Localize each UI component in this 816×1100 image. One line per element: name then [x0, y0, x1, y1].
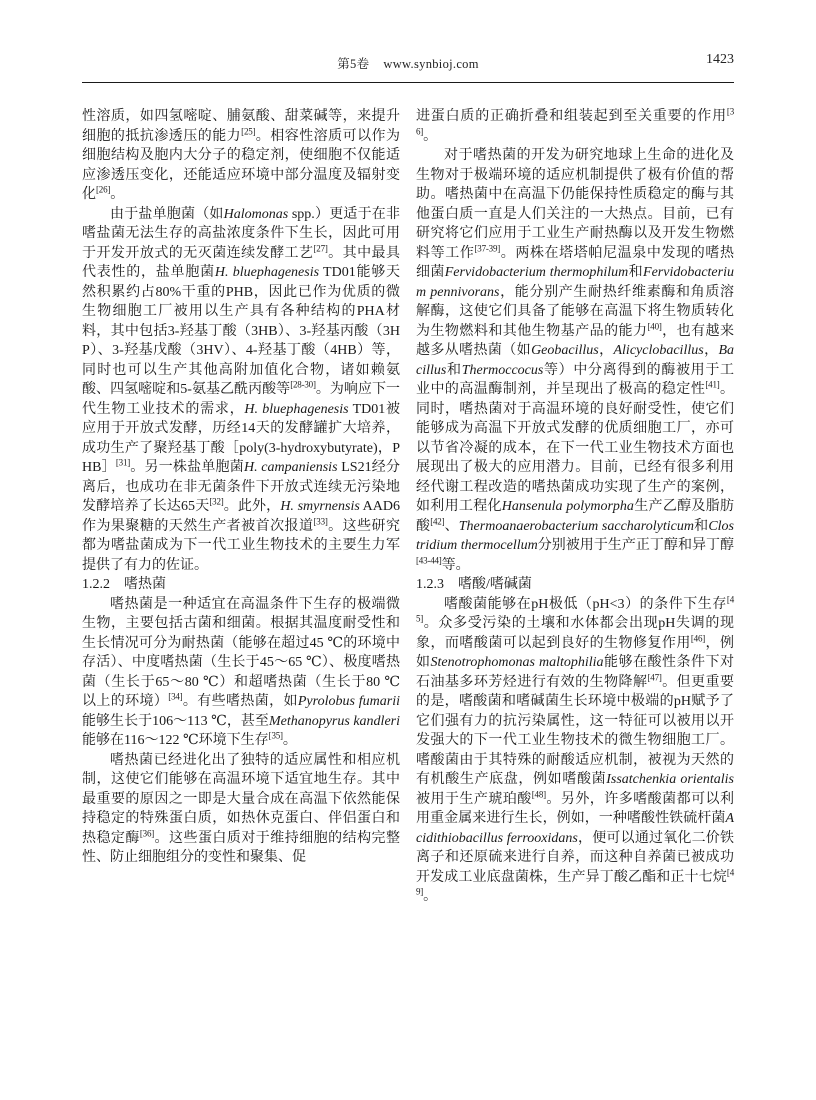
left-column	[82, 107, 400, 907]
header-divider	[82, 82, 734, 83]
text-run: 能够生长于106～113 ℃，甚至	[82, 713, 269, 729]
text-run: 。	[110, 187, 125, 202]
text-run: 被用于生产琥珀酸	[416, 791, 532, 807]
citation-ref: [35]	[268, 730, 283, 741]
text-run: TD01能够天然积累约占80%干重的PHB，因此已作为优质的微生物细胞工厂被用以生产具有各种结构的PHA材料，其中包括3-羟基丁酸（3HB）、3-羟基丙酸（3HP）、3-羟基戊酸（3HV）、4-羟基丁酸（4HB）等，同时也可以生产其他高附加值化合物，诸如赖氨酸、四氢嘧啶和5-氨基乙酰丙酸等	[82, 265, 400, 397]
text-run: 等。	[441, 557, 470, 573]
text-run: 由于盐单胞菌（如	[110, 206, 224, 222]
species-name: Stenotrophomonas maltophilia	[430, 655, 604, 670]
text-run: 。另一株盐单胞菌	[130, 460, 244, 475]
species-name: H. bluephagenesis	[244, 401, 349, 417]
paragraph	[82, 205, 400, 576]
text-run: 。另外，许多嗜酸菌都可以利用重金属来进行生长，例如，一种嗜酸性铁硫杆菌	[416, 791, 735, 826]
citation-ref: [47]	[647, 671, 662, 682]
text-run: 和	[446, 362, 462, 378]
text-run: 1.2.2 嗜热菌	[82, 577, 166, 592]
species-name: Fervidobacterium pennivorans	[416, 265, 734, 300]
paragraph	[82, 751, 400, 868]
species-name: Geobacillus	[531, 343, 599, 358]
text-run: 等）中分离得到的酶被用于工业中的高温酶制剂，并呈现出了极高的稳定性	[416, 362, 735, 397]
section-heading	[82, 575, 400, 595]
species-name: Bacillus	[416, 343, 735, 378]
text-run: 和	[693, 518, 709, 534]
journal-url: www.synbioj.com	[383, 57, 479, 71]
right-column	[416, 107, 734, 907]
text-run: 。有些嗜热菌，如	[182, 694, 298, 709]
text-run: 。	[423, 889, 438, 904]
citation-ref: [33]	[313, 515, 328, 526]
citation-ref: [28-30]	[290, 379, 316, 390]
text-run: 。两株在塔塔帕尼温泉中发现的嗜热细菌	[416, 245, 735, 280]
paragraph	[82, 595, 400, 751]
species-name: Halomonas	[223, 206, 289, 222]
citation-ref: [36]	[139, 827, 155, 838]
citation-ref: [34]	[168, 691, 183, 702]
citation-ref: [45]	[416, 593, 734, 624]
text-run: 1.2.3 嗜酸/嗜碱菌	[416, 577, 532, 592]
text-run: ，便可以通过氧化二价铁离子和还原硫来进行自养，而这种自养菌已被成功开发成工业底盘菌株，生产异丁酸乙酯和正十七烷	[416, 830, 735, 885]
header-center	[82, 54, 734, 72]
species-name: Pyrolobus fumarii	[297, 694, 401, 709]
citation-ref: [43-44]	[416, 554, 442, 565]
paper-page	[82, 0, 734, 907]
text-run: 。相容性溶质可以作为细胞结构及胞内大分子的稳定剂，使细胞不仅能适应渗透压变化，还能适应环境中部分温度及辐射变化	[82, 128, 401, 202]
citation-ref: [41]	[705, 379, 720, 390]
citation-ref: [36]	[416, 106, 734, 136]
citation-ref: [31]	[115, 457, 131, 468]
section-heading	[416, 575, 734, 595]
species-name: Hansenula polymorpha	[501, 499, 634, 514]
text-run: 进蛋白质的正确折叠和组装起到至关重要的作用	[416, 109, 727, 124]
text-run: TD01被应用于开放式发酵，历经14天的发酵罐扩大培养，成功生产了聚羟基丁酸［poly(3-hydroxybutyrate)，PHB］	[82, 401, 401, 475]
citation-ref: [48]	[531, 788, 546, 799]
citation-ref: [25]	[241, 125, 256, 136]
volume-label: 第5卷	[337, 57, 370, 71]
citation-ref: [26]	[96, 184, 111, 195]
article-body	[82, 107, 734, 907]
species-name: Fervidobacterium thermophilum	[444, 265, 629, 280]
citation-ref: [49]	[416, 866, 734, 897]
citation-ref: [42]	[430, 515, 445, 526]
paragraph	[82, 107, 400, 205]
text-run: ，能分别产生耐热纤维素酶和角质溶解酶，这使它们具备了能够在高温下将生物质转化为生物燃料和其他生物基产品的能力	[416, 284, 734, 339]
text-run: 嗜热菌已经进化出了独特的适应属性和相应机制，这使它们能够在高温环境下适宜地生存。其中最重要的原因之一即是大量合成在高温下依然能保持稳定的特殊蛋白质，如热休克蛋白、伴侣蛋白和热稳定酶	[82, 752, 400, 846]
text-run: 。其中最具代表性的，盐单胞菌	[82, 245, 401, 280]
text-run: 。众多受污染的土壤和水体都会出现pH失调的现象，而嗜酸菌可以起到良好的生物修复作用	[416, 616, 734, 651]
text-run: ，	[703, 343, 719, 358]
text-run: 能够在116～122 ℃环境下生存	[82, 733, 269, 748]
running-header	[82, 50, 734, 76]
text-run: 性溶质，如四氢嘧啶、脯氨酸、甜菜碱等，来提升细胞的抵抗渗透压的能力	[82, 109, 400, 144]
text-run: 生产乙醇及脂肪酸	[416, 499, 735, 534]
text-run: 嗜热菌是一种适宜在高温条件下生存的极端微生物，主要包括古菌和细菌。根据其温度耐受性和生长情况可分为耐热菌（能够在超过45 ℃的环境中存活）、中度嗜热菌（生长于45～65 ℃）、极度嗜热菌（生长于65～80 ℃）和超嗜热菌（生长于80 ℃以上的环境）	[82, 596, 400, 709]
paragraph	[416, 146, 734, 575]
citation-ref: [46]	[690, 632, 706, 643]
species-name: H. bluephagenesis	[214, 265, 320, 280]
species-name: Alicyclobacillus	[613, 343, 704, 358]
text-run: ，	[598, 343, 614, 358]
citation-ref: [27]	[313, 242, 328, 253]
text-run: 和	[628, 265, 644, 280]
citation-ref: [37-39]	[474, 242, 501, 253]
text-run: ，例如	[416, 635, 735, 670]
text-run: 、	[444, 518, 459, 534]
species-name: Thermoccocus	[461, 362, 544, 378]
citation-ref: [32]	[209, 496, 224, 507]
paragraph	[416, 107, 734, 146]
text-run: LS21经分离后，也成功在非无菌条件下开放式连续无污染地发酵培养了长达65天	[82, 460, 401, 514]
species-name: Methanopyrus kandleri	[268, 713, 400, 729]
species-name: H. campaniensis	[243, 460, 338, 475]
text-run: 分别被用于生产正丁醇和异丁醇	[537, 538, 734, 553]
text-run: 。同时，嗜热菌对于高温环境的良好耐受性，使它们能够成为高温下开放式发酵的优质细胞工厂，亦可以节省冷凝的成本，在下一代工业生物技术方面也展现出了极大的应用潜力。目前，已经有很多利用经代谢工程改造的嗜热菌成功实现了生产的案例，如利用工程化	[416, 382, 735, 514]
text-run: spp.）更适于在非嗜盐菌无法生存的高盐浓度条件下生长，因此可用于开发开放式的无灭菌连续发酵工艺	[82, 206, 400, 261]
text-run: 。但更重要的是，嗜酸菌和嗜碱菌生长环境中极端的pH赋予了它们强有力的抗污染属性，这一特征可以被用以开发强大的下一代工业生物技术的微生物细胞工厂。嗜酸菌由于其特殊的耐酸适应机制，被视为天然的有机酸生产底盘，例如嗜酸菌	[416, 674, 735, 787]
species-name: H. smyrnensis	[280, 499, 360, 514]
page-number: 1423	[706, 52, 734, 67]
species-name: Acidithiobacillus ferrooxidans	[416, 811, 734, 846]
species-name: Thermoanaerobacterium saccharolyticum	[458, 518, 694, 534]
species-name: Clostridium thermocellum	[416, 518, 734, 553]
text-run: 对于嗜热菌的开发为研究地球上生命的进化及生物对于极端环境的适应机制提供了极有价值的帮助。嗜热菌中在高温下仍能保持性质稳定的酶与其他蛋白质一直是人们关注的一大热点。目前，已有研究将它们应用于工业生产耐热酶以及开发生物燃料等工作	[416, 148, 734, 261]
text-run: 。为响应下一代生物工业技术的需求，	[82, 382, 400, 417]
text-run: ，也有越来越多从嗜热菌（如	[416, 323, 735, 358]
species-name: Issatchenkia orientalis	[606, 772, 734, 787]
text-run: 。这些研究都为嗜盐菌成为下一代工业生物技术的主要生力军提供了有力的佐证。	[82, 518, 401, 573]
text-run: AAD6作为果聚糖的天然生产者被首次报道	[82, 499, 401, 534]
text-run: 。此外，	[223, 499, 281, 514]
text-run: 。	[282, 733, 297, 748]
citation-ref: [40]	[647, 320, 662, 331]
paragraph	[416, 595, 734, 907]
text-run: 。这些蛋白质对于维持细胞的结构完整性、防止细胞组分的变性和聚集、促	[82, 830, 401, 865]
text-run: 。	[423, 128, 438, 144]
text-run: 能够在酸性条件下对石油基多环芳烃进行有效的生物降解	[416, 655, 735, 690]
text-run: 嗜酸菌能够在pH极低（pH<3）的条件下生存	[444, 596, 727, 612]
